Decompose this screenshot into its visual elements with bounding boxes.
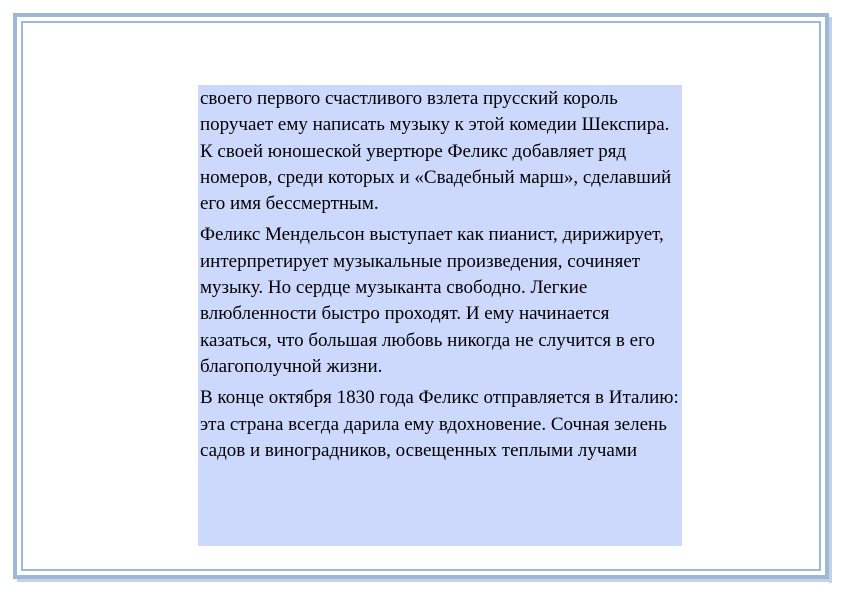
- paragraph-1: своего первого счастливого взлета прусский король поручает ему написать музыку к этой комедии Шекспира. К своей юношеской увертюре Феликс добавляет ряд номеров, среди которых и «Свадебный марш», сделавший его имя бессмертным.: [200, 88, 672, 215]
- frame-shadow-bottom: [17, 579, 832, 582]
- frame-shadow-right: [829, 17, 832, 583]
- text-box: [198, 85, 682, 546]
- paragraph-3: В конце октября 1830 года Феликс отправляется в Италию: эта страна всегда дарила ему вдохновение. Сочная зелень садов и виноградников, освещенных теплыми лучами: [200, 387, 679, 461]
- paragraph-2: Феликс Мендельсон выступает как пианист, дирижирует, интерпретирует музыкальные произведения, сочиняет музыку. Но сердце музыканта свободно. Легкие влюбленности быстро проходят. И ему начинается казаться, что большая любовь никогда не случится в его благополучной жизни.: [200, 224, 664, 377]
